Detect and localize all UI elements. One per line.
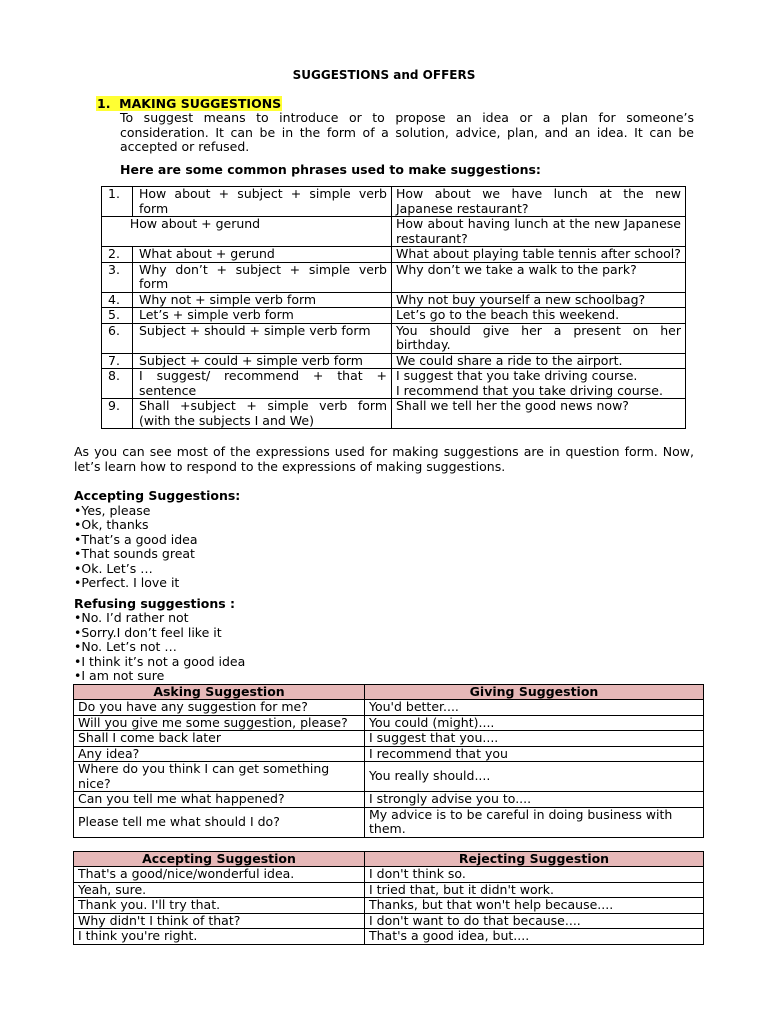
table-cell: I suggest that you.... <box>365 731 704 747</box>
table-row <box>102 217 686 247</box>
list-item: • No. Let’s not … <box>74 640 694 655</box>
page-title: SUGGESTIONS and OFFERS <box>292 68 476 82</box>
list-item: • No. I’d rather not <box>74 611 694 626</box>
column-header: Asking Suggestion <box>74 684 365 700</box>
list-item: • That’s a good idea <box>74 533 694 548</box>
table-cell: Please tell me what should I do? <box>74 807 365 837</box>
phrase-pattern-text: How about + gerund <box>129 216 261 231</box>
column-header: Rejecting Suggestion <box>365 851 704 867</box>
list-item: • Ok. Let’s … <box>74 562 694 577</box>
section-intro: To suggest means to introduce or to propose an idea or a plan for someone’s consideration. It can be in the form of a solution, advice, plan, and an idea. It can be accepted or refused. <box>120 110 694 154</box>
phrases-heading: Here are some common phrases used to make suggestions: <box>120 161 541 177</box>
phrase-pattern: Subject + could + simple verb form <box>133 353 392 369</box>
table-cell: Thanks, but that won't help because.... <box>365 898 704 914</box>
section-number: 1. <box>97 95 111 111</box>
phrase-example: Shall we tell her the good news now? <box>392 399 686 429</box>
phrase-pattern: Why not + simple verb form <box>133 292 392 308</box>
phrase-example: How about having lunch at the new Japanese restaurant? <box>392 217 686 247</box>
table-cell: Do you have any suggestion for me? <box>74 700 365 716</box>
table-spacer <box>74 838 694 851</box>
table-row <box>74 867 704 883</box>
table-row <box>74 913 704 929</box>
table-cell: Where do you think I can get something nice? <box>74 762 365 792</box>
refusing-list <box>74 611 694 684</box>
accepting-list <box>74 504 694 591</box>
row-number: 3. <box>102 262 133 292</box>
column-header: Accepting Suggestion <box>74 851 365 867</box>
phrase-pattern: What about + gerund <box>133 247 392 263</box>
table-cell: Yeah, sure. <box>74 882 365 898</box>
table-row <box>102 292 686 308</box>
table-cell: I don't want to do that because.... <box>365 913 704 929</box>
table-header-row <box>74 851 704 867</box>
asking-giving-table <box>73 684 704 838</box>
list-item: • I think it’s not a good idea <box>74 655 694 670</box>
list-item: • That sounds great <box>74 547 694 562</box>
phrase-example: We could share a ride to the airport. <box>392 353 686 369</box>
table-cell: Will you give me some suggestion, please? <box>74 715 365 731</box>
table-cell: I strongly advise you to.... <box>365 792 704 808</box>
list-item: • Perfect. I love it <box>74 576 694 591</box>
column-header: Giving Suggestion <box>365 684 704 700</box>
section-title: MAKING SUGGESTIONS <box>119 95 282 111</box>
table-cell: I don't think so. <box>365 867 704 883</box>
section-heading-highlight <box>96 96 282 111</box>
table-cell: I recommend that you <box>365 746 704 762</box>
table-cell: My advice is to be careful in doing business with them. <box>365 807 704 837</box>
table-row <box>102 262 686 292</box>
phrase-pattern: Subject + should + simple verb form <box>133 323 392 353</box>
phrase-example: Why don’t we take a walk to the park? <box>392 262 686 292</box>
table-cell: Thank you. I'll try that. <box>74 898 365 914</box>
table-cell: You could (might).... <box>365 715 704 731</box>
accept-reject-table <box>73 851 704 945</box>
phrase-example <box>392 369 686 399</box>
table-cell: I tried that, but it didn't work. <box>365 882 704 898</box>
phrase-example: Why not buy yourself a new schoolbag? <box>392 292 686 308</box>
table-row <box>74 700 704 716</box>
phrase-example: How about we have lunch at the new Japanese restaurant? <box>392 187 686 217</box>
row-number: 9. <box>102 399 133 429</box>
table-row <box>102 247 686 263</box>
row-number: 5. <box>102 308 133 324</box>
row-number: 6. <box>102 323 133 353</box>
table-row <box>102 369 686 399</box>
table-row <box>102 353 686 369</box>
list-item: • Ok, thanks <box>74 518 694 533</box>
phrase-pattern: How about + subject + simple verb form <box>133 187 392 217</box>
phrases-table <box>101 186 686 429</box>
phrase-example: Let’s go to the beach this weekend. <box>392 308 686 324</box>
phrase-example: You should give her a present on her birthday. <box>392 323 686 353</box>
table-cell: Can you tell me what happened? <box>74 792 365 808</box>
phrase-pattern: I suggest/ recommend + that + sentence <box>133 369 392 399</box>
table-row <box>74 792 704 808</box>
phrase-example-line: I recommend that you take driving course. <box>396 382 663 398</box>
table-row <box>74 731 704 747</box>
table-cell: You really should.... <box>365 762 704 792</box>
table-cell: That's a good/nice/wonderful idea. <box>74 867 365 883</box>
table-row <box>102 399 686 429</box>
table-row <box>74 746 704 762</box>
row-number: 8. <box>102 369 133 399</box>
row-number: 7. <box>102 353 133 369</box>
refusing-heading: Refusing suggestions : <box>74 595 236 611</box>
table-row <box>74 929 704 945</box>
table-cell: Why didn't I think of that? <box>74 913 365 929</box>
table-row <box>74 762 704 792</box>
section-heading <box>96 97 694 112</box>
list-item: • I am not sure <box>74 669 694 684</box>
phrase-example-line: I suggest that you take driving course. <box>396 368 638 383</box>
table-cell: Shall I come back later <box>74 731 365 747</box>
table-header-row <box>74 684 704 700</box>
table-cell: I think you're right. <box>74 929 365 945</box>
table-cell: That's a good idea, but.... <box>365 929 704 945</box>
phrase-pattern: Why don’t + subject + simple verb form <box>133 262 392 292</box>
document-page <box>74 68 694 945</box>
table-row <box>74 807 704 837</box>
row-number: 4. <box>102 292 133 308</box>
accepting-heading: Accepting Suggestions: <box>74 488 241 503</box>
responding-paragraph: As you can see most of the expressions used for making suggestions are in question form. Now, let’s learn how to respond to the expressions of making suggestions. <box>74 444 694 474</box>
phrase-pattern: Shall +subject + simple verb form (with the subjects I and We) <box>133 399 392 429</box>
list-item: • Sorry.I don’t feel like it <box>74 626 694 641</box>
table-cell: You'd better.... <box>365 700 704 716</box>
table-row <box>74 898 704 914</box>
phrase-pattern <box>102 217 392 247</box>
table-cell: Any idea? <box>74 746 365 762</box>
table-row <box>102 308 686 324</box>
table-row <box>102 323 686 353</box>
row-number: 1. <box>102 187 133 217</box>
table-row <box>102 187 686 217</box>
table-row <box>74 882 704 898</box>
phrase-example: What about playing table tennis after school? <box>392 247 686 263</box>
row-number: 2. <box>102 247 133 263</box>
phrase-pattern: Let’s + simple verb form <box>133 308 392 324</box>
list-item: • Yes, please <box>74 504 694 519</box>
table-row <box>74 715 704 731</box>
